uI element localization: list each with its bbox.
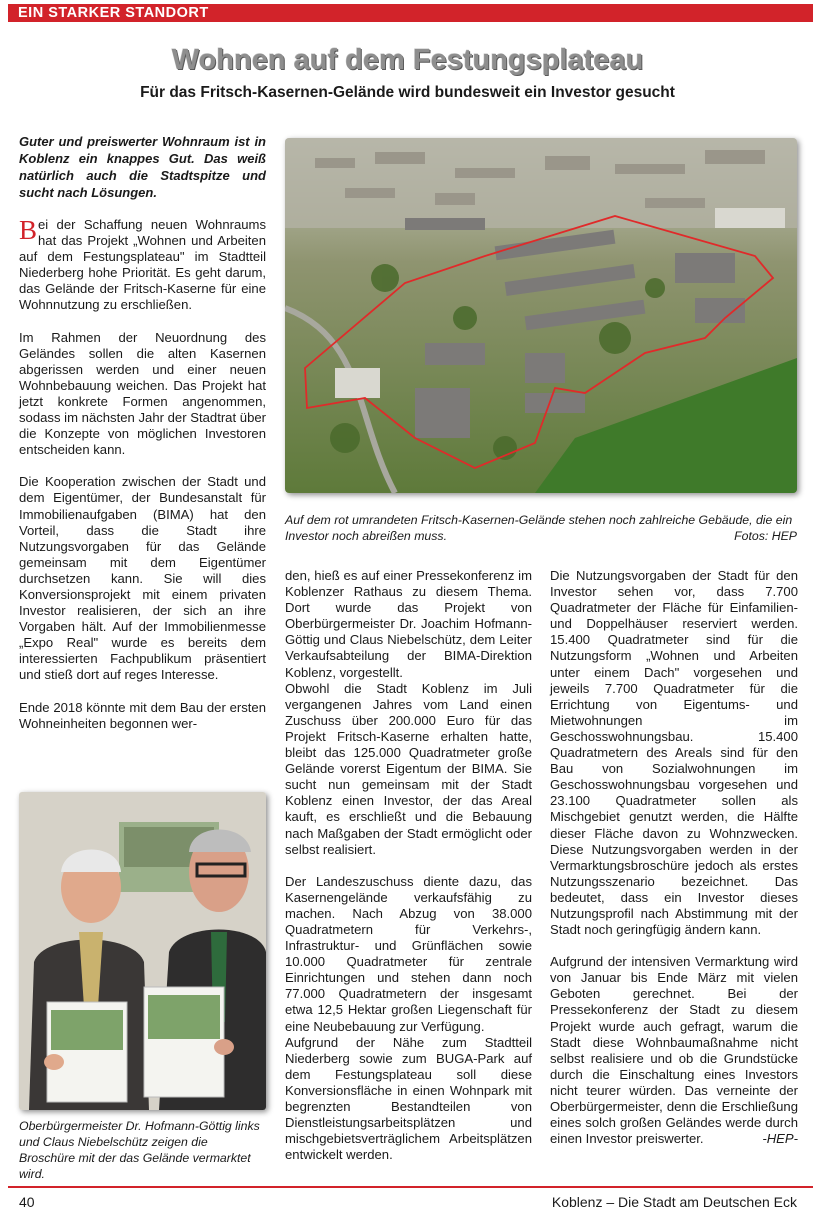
aerial-photo-caption	[285, 512, 797, 544]
column-2	[285, 568, 532, 1163]
author-signature: -HEP-	[762, 1131, 798, 1147]
body-paragraph-6: Obwohl die Stadt Koblenz im Juli vergangenen Jahres vom Land einen Zuschuss über 200.000 Euro für das Projekt Fritsch-Kaserne erhalten hatte, bleibt das 125.000 Quadratmeter große Gelände vorerst Eigentum der BIMA. Sie sucht nun gemeinsam mit der Stadt Koblenz einen Investor, der das Areal kauft, es erschließt und die Bebauung nach Maßgaben der Stadt ermöglicht oder selbst realisiert.	[285, 680, 532, 857]
body-paragraph-1	[19, 217, 266, 314]
portrait-caption: Oberbürgermeister Dr. Hofmann-Göttig links und Claus Niebelschütz zeigen die Broschüre mit der das Gelände vermarktet wird.	[19, 1119, 260, 1181]
portrait-photo	[19, 792, 266, 1110]
body-paragraph-2: Im Rahmen der Neuordnung des Geländes sollen die alten Kasernen abgerissen werden und einer neuen Wohnbebauung weichen. Das Projekt hat jetzt konkrete Formen angenommen, sodass im nächsten Jahr der Stadtrat über die Konzepte von möglichen Investoren entscheiden kann.	[19, 329, 266, 458]
subheadline: Für das Fritsch-Kasernen-Gelände wird bundesweit ein Investor gesucht	[140, 84, 675, 101]
body-paragraph-8: Aufgrund der Nähe zum Stadtteil Niederberg sowie zum BUGA-Park auf dem Festungsplateau soll diese Konversionsfläche in einen Wohnpark mit begrenzten Bestandteilen von Dienstleistungsarbeitsplätzen und mischgebietsverträglichem Arbeitsplätzen entwickelt werden.	[285, 1034, 532, 1163]
publication-title: Koblenz – Die Stadt am Deutschen Eck	[551, 1194, 797, 1210]
photo-credit: Fotos: HEP	[734, 529, 797, 543]
photo-caption-text: Auf dem rot umrandeten Fritsch-Kasernen-Gelände stehen noch zahlreiche Gebäude, die ein Investor noch abreißen muss.	[285, 513, 793, 543]
column-3	[550, 568, 798, 1147]
column-1	[19, 133, 266, 732]
section-label: EIN STARKER STANDORT	[18, 5, 209, 21]
page-number: 40	[19, 1194, 35, 1210]
aerial-photo-graphic	[285, 138, 797, 493]
body-paragraph-5: den, hieß es auf einer Pressekonferenz im Koblenzer Rathaus zu diesem Thema. Dort wurde das Projekt von Oberbürgermeister Dr. Joachim Hofmann-Göttig und Claus Niebelschütz, dem Leiter Verkaufsabteilung der BIMA-Direktion Koblenz, vorgestellt.	[285, 568, 532, 680]
portrait-photo-graphic	[19, 792, 266, 1110]
body-paragraph-10	[550, 954, 798, 1147]
body-paragraph-3: Die Kooperation zwischen der Stadt und dem Eigentümer, der Bundesanstalt für Immobilienaufgaben (BIMA) hat den Vorteil, dass die Stadt ihre Nutzungsvorgaben für das Gelände gemeinsam mit dem Eigentümer durchsetzen kann. Sie will dies Konversionsprojekt mit einem privaten Investor realisieren, der sich an ihre Vorgaben hält. Auf der Immobilienmesse „Expo Real" wurde es bereits dem interessierten Fachpublikum präsentiert und stieß dort auf reges Interesse.	[19, 474, 266, 683]
dropcap: B	[19, 215, 38, 245]
footer-rule	[8, 1186, 813, 1188]
body-paragraph-10-text: Aufgrund der intensiven Vermarktung wird von Januar bis Ende März mit vielen Geboten gerechnet. Bei der Pressekonferenz der Stadt zu diesem Projekt wurde auch gefragt, warum die Stadt diese Wohnbaumaßnahme nicht selbst realisiere und ob die Grundstücke durch die Einschaltung eines Investors nicht teurer würden. Das verneinte der Oberbürgermeister, denn die Erschließung eines solch großen Geländes werde durch einen Investor preiswerter.	[550, 954, 798, 1147]
aerial-photo	[285, 138, 797, 493]
body-paragraph-1-text: ei der Schaffung neuen Wohnraums hat das Projekt „Wohnen und Arbeiten auf dem Festungsplateau" im Stadtteil Niederberg hohe Priorität. Es geht darum, das Gelände der Fritsch-Kaserne für eine Wohnnutzung zu erschließen.	[19, 217, 266, 313]
lead-paragraph: Guter und preiswerter Wohnraum ist in Koblenz ein knappes Gut. Das weiß natürlich auch die Stadtspitze und sucht nach Lösungen.	[19, 134, 266, 200]
body-paragraph-7: Der Landeszuschuss diente dazu, das Kasernengelände verkaufsfähig zu machen. Nach Abzug von 38.000 Quadratmetern für Verkehrs-, Infrastruktur- und Grünflächen sowie 10.000 Quadratmeter für zentrale Einrichtungen und stehen dann noch 77.000 Quadratmetern der insgesamt etwa 12,5 Hektar großen Liegenschaft für eine Neubebauung zur Verfügung.	[285, 873, 532, 1034]
body-paragraph-4: Ende 2018 könnte mit dem Bau der ersten Wohneinheiten begonnen wer-	[19, 699, 266, 731]
body-paragraph-9: Die Nutzungsvorgaben der Stadt für den Investor sehen vor, dass 7.700 Quadratmeter der Fläche für Einfamilien- und Doppelhäuser reserviert werden. 15.400 Quadratmeter sind für die Nutzungsform „Wohnen und Arbeiten unter einem Dach" vorgesehen und jeweils 7.700 Quadratmeter für die Errichtung von Eigentums- und Mietwohnungen im Geschosswohnungsbau. 15.400 Quadratmetern des Areals sind für den Bau von Sozialwohnungen im Geschosswohnungsbau vorgesehen und 23.100 Quadratmeter sollen als Mischgebiet genutzt werden, die Hälfte dieser Fläche davon zu Wohnzwecken. Diese Nutzungsvorgaben werden in der Vermarktungsbroschüre jedoch als erstes Nutzungsszenario bezeichnet. Das bedeutet, dass ein Investor dieses Nutzungsprofil nach Abstimmung mit der Stadt noch geringfügig ändern kann.	[550, 568, 798, 938]
headline: Wohnen auf dem Festungsplateau	[171, 44, 644, 76]
section-bar	[8, 4, 813, 22]
